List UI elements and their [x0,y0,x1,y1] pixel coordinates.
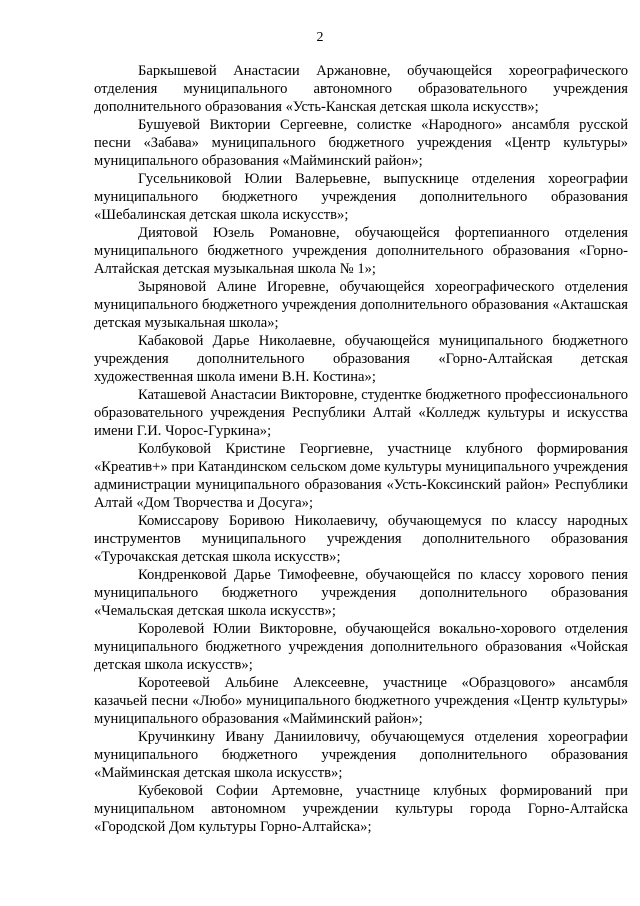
list-item: Зыряновой Алине Игоревне, обучающейся хореографического отделения муниципального бюджетного учреждения дополнительного образования «Акташская детская музыкальная школа»; [94,279,628,331]
list-item: Комиссарову Боривою Николаевичу, обучающемуся по классу народных инструментов муниципального учреждения дополнительного образования «Турочакская детская школа искусств»; [94,513,628,565]
list-item: Гусельниковой Юлии Валерьевне, выпускнице отделения хореографии муниципального бюджетного учреждения дополнительного образования «Шебалинская детская школа искусств»; [94,171,628,223]
list-item: Каташевой Анастасии Викторовне, студентке бюджетного профессионального образовательного учреждения Республики Алтай «Колледж культуры и искусства имени Г.И. Чорос-Гуркина»; [94,387,628,439]
list-item: Кубековой Софии Артемовне, участнице клубных формирований при муниципальном автономном учреждении культуры города Горно-Алтайска «Городской Дом культуры Горно-Алтайска»; [94,783,628,835]
list-item: Баркышевой Анастасии Аржановне, обучающейся хореографического отделения муниципального автономного образовательного учреждения дополнительного образования «Усть-Канская детская школа искусств»; [94,63,628,115]
list-item: Кондренковой Дарье Тимофеевне, обучающейся по классу хорового пения муниципального бюджетного учреждения дополнительного образования «Чемальская детская школа искусств»; [94,567,628,619]
page-number: 2 [316,30,324,45]
document-body [94,62,628,836]
list-item: Бушуевой Виктории Сергеевне, солистке «Народного» ансамбля русской песни «Забава» муниципального бюджетного учреждения «Центр культуры» муниципального образования «Майминский район»; [94,117,628,169]
list-item: Коротеевой Альбине Алексеевне, участнице «Образцового» ансамбля казачьей песни «Любо» муниципального бюджетного учреждения «Центр культуры» муниципального образования «Майминский район»; [94,675,628,727]
list-item: Королевой Юлии Викторовне, обучающейся вокально-хорового отделения муниципального бюджетного учреждения дополнительного образования «Чойская детская школа искусств»; [94,621,628,673]
list-item: Колбуковой Кристине Георгиевне, участнице клубного формирования «Креатив+» при Катандинском сельском доме культуры муниципального учреждения администрации муниципального образования «Усть-Коксинский район» Республики Алтай «Дом Творчества и Досуга»; [94,441,628,511]
list-item: Кручинкину Ивану Данииловичу, обучающемуся отделения хореографии муниципального бюджетного учреждения дополнительного образования «Майминская детская школа искусств»; [94,729,628,781]
list-item: Кабаковой Дарье Николаевне, обучающейся муниципального бюджетного учреждения дополнительного образования «Горно-Алтайская детская художественная школа имени В.Н. Костина»; [94,333,628,385]
list-item: Диятовой Юзель Романовне, обучающейся фортепианного отделения муниципального бюджетного учреждения дополнительного образования «Горно-Алтайская детская музыкальная школа № 1»; [94,225,628,277]
